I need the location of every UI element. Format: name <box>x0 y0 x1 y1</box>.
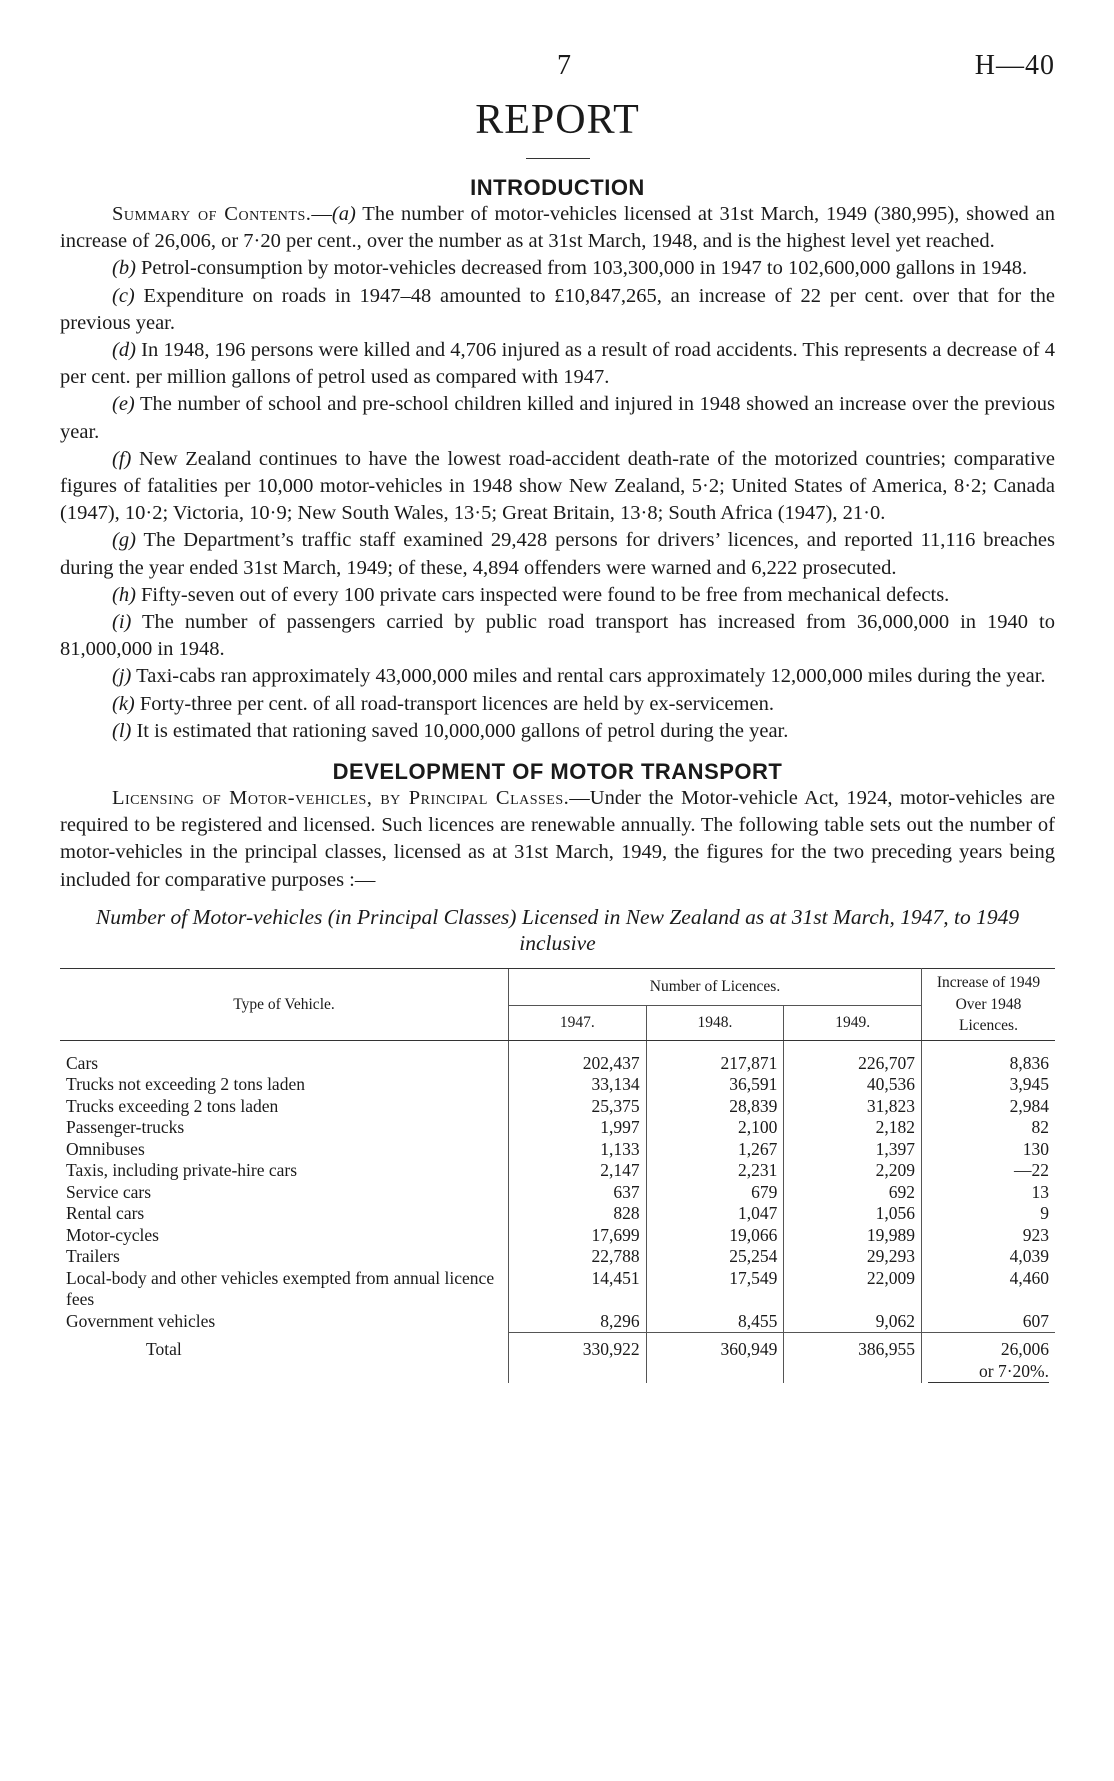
intro-item: (h) Fifty-seven out of every 100 private cars inspected were found to be free from mechanical defects. <box>112 583 950 606</box>
column-header-number-of-licences: Number of Licences. <box>509 968 922 1005</box>
intro-item: (c) Expenditure on roads in 1947–48 amounted to £10,847,265, an increase of 22 per cent. over that for the previous year. <box>60 284 1056 334</box>
licensing-paragraph: Licensing of Motor-vehicles, by Principal Classes.—Under the Motor-vehicle Act, 1924, motor-vehicles are required to be registered and licensed. Such licences are renewable annually. The following table sets out the number of motor-vehicles in the principal classes, licensed as at 31st March, 1949, the figures for the two preceding years being included for comparative purposes :— <box>60 787 1055 891</box>
table-row: Rental cars 828 1,047 1,056 9 <box>60 1203 1055 1225</box>
table-row: Trailers 22,788 25,254 29,293 4,039 <box>60 1246 1055 1268</box>
page-header <box>60 40 1055 90</box>
document-code: H—40 <box>974 50 1055 81</box>
licensing-label: Licensing of Motor-vehicles, by Principal Classes. <box>112 787 570 810</box>
vehicle-type: Trucks exceeding 2 tons laden <box>66 1095 279 1116</box>
vehicle-type: Government vehicles <box>66 1310 216 1331</box>
table-row: Trucks not exceeding 2 tons laden 33,134 36,591 40,536 3,945 <box>60 1074 1055 1096</box>
vehicle-type: Taxis, including private-hire cars <box>66 1160 298 1181</box>
table-caption: Number of Motor-vehicles (in Principal Classes) Licensed in New Zealand as at 31st March, 1947, to 1949 inclusive <box>95 904 1020 955</box>
vehicle-type: Local-body and other vehicles exempted from annual licence fees <box>66 1267 495 1310</box>
table-row: Omnibuses 1,133 1,267 1,397 130 <box>60 1139 1055 1161</box>
licences-table <box>60 968 1055 1384</box>
column-header-1949: 1949. <box>784 1005 922 1040</box>
summary-label: Summary of Contents. <box>112 203 312 225</box>
table-row: Government vehicles 8,296 8,455 9,062 607 <box>60 1311 1055 1333</box>
report-page <box>60 40 1055 1383</box>
intro-item: (d) In 1948, 196 persons were killed and 4,706 injured as a result of road accidents. This represents a decrease of 4 per cent. per million gallons of petrol used as compared with 1947. <box>60 339 1056 389</box>
table-row: Trucks exceeding 2 tons laden 25,375 28,839 31,823 2,984 <box>60 1096 1055 1118</box>
total-increase-percent: or 7·20%. <box>928 1361 1049 1384</box>
intro-item: Summary of Contents.—(a) The number of motor-vehicles licensed at 31st March, 1949 (380,995), showed an increase of 26,006, or 7·20 per cent., over the number as at 31st March, 1948, and is the highest level yet reached. <box>60 203 1055 253</box>
vehicle-type: Omnibuses <box>66 1138 145 1159</box>
total-label: Total <box>146 1338 182 1359</box>
intro-item: (j) Taxi-cabs ran approximately 43,000,000 miles and rental cars approximately 12,000,000 miles during the year. <box>112 665 1046 688</box>
table-total-row <box>60 1333 1055 1384</box>
report-title: REPORT <box>475 97 640 143</box>
vehicle-type: Trucks not exceeding 2 tons laden <box>66 1074 305 1095</box>
total-increase-value: 26,006 <box>1000 1339 1049 1360</box>
introduction-heading: INTRODUCTION <box>470 175 645 200</box>
intro-item: (l) It is estimated that rationing saved 10,000,000 gallons of petrol during the year. <box>112 719 789 742</box>
column-header-increase: Increase of 1949 Over 1948 Licences. <box>922 968 1056 1040</box>
vehicle-type: Service cars <box>66 1181 152 1202</box>
intro-item: (i) The number of passengers carried by public road transport has increased from 36,000,000 in 1940 to 81,000,000 in 1948. <box>60 611 1055 661</box>
vehicle-type: Cars <box>66 1052 99 1073</box>
intro-item: (k) Forty-three per cent. of all road-transport licences are held by ex-servicemen. <box>112 692 774 715</box>
total-increase <box>922 1333 1056 1384</box>
page-number: 7 <box>557 50 571 81</box>
vehicle-type: Rental cars <box>66 1203 145 1224</box>
intro-item: (g) The Department’s traffic staff examined 29,428 persons for drivers’ licences, and reported 11,116 breaches during the year ended 31st March, 1949; of these, 4,894 offenders were warned and 6,222 prosecuted. <box>60 529 1055 579</box>
intro-item: (e) The number of school and pre-school children killed and injured in 1948 showed an increase over the previous year. <box>60 393 1055 443</box>
intro-item: (f) New Zealand continues to have the lowest road-accident death-rate of the motorized countries; comparative figures of fatalities per 10,000 motor-vehicles in 1948 show New Zealand, 5·2; United States of America, 8·2; Canada (1947), 10·2; Victoria, 10·9; New South Wales, 13·5; Great Britain, 13·8; South Africa (1947), 21·0. <box>60 447 1056 525</box>
table-row: Local-body and other vehicles exempted from annual licence fees 14,451 17,549 22,009 4,460 <box>60 1268 1055 1311</box>
table-row: Motor-cycles 17,699 19,066 19,989 923 <box>60 1225 1055 1247</box>
table-row: Cars 202,437 217,871 226,707 8,836 <box>60 1040 1055 1074</box>
total-1949: 386,955 <box>784 1333 922 1384</box>
table-row: Service cars 637 679 692 13 <box>60 1182 1055 1204</box>
vehicle-type: Passenger-trucks <box>66 1117 185 1138</box>
table-row: Passenger-trucks 1,997 2,100 2,182 82 <box>60 1117 1055 1139</box>
vehicle-type: Motor-cycles <box>66 1224 159 1245</box>
column-header-type: Type of Vehicle. <box>60 968 509 1040</box>
development-heading: DEVELOPMENT OF MOTOR TRANSPORT <box>332 759 783 785</box>
intro-item: (b) Petrol-consumption by motor-vehicles decreased from 103,300,000 in 1947 to 102,600,000 gallons in 1948. <box>112 257 1028 280</box>
total-1948: 360,949 <box>646 1333 784 1384</box>
introduction-body <box>60 201 1055 745</box>
column-header-1947: 1947. <box>509 1005 647 1040</box>
column-header-1948: 1948. <box>646 1005 784 1040</box>
title-divider <box>526 158 590 159</box>
table-row: Taxis, including private-hire cars 2,147 2,231 2,209 —22 <box>60 1160 1055 1182</box>
total-1947: 330,922 <box>509 1333 647 1384</box>
vehicle-type: Trailers <box>66 1246 120 1267</box>
